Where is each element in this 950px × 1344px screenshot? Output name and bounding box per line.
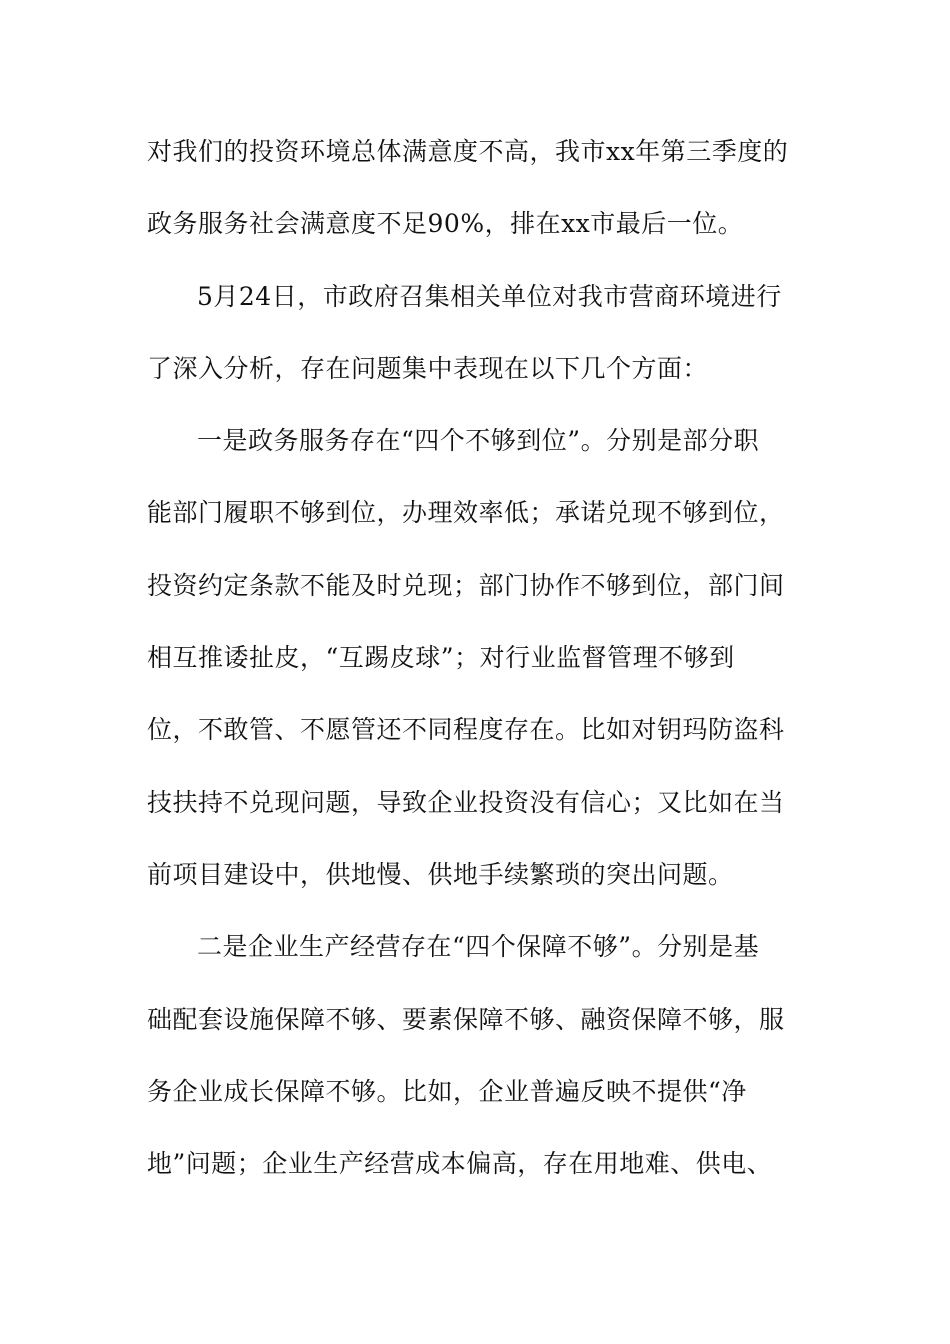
text-line: 投资约定条款不能及时兑现；部门协作不够到位，部门间	[147, 570, 785, 600]
text-line: 前项目建设中，供地慢、供地手续繁琐的突出问题。	[147, 859, 734, 889]
text-line: 对我们的投资环境总体满意度不高，我市xx年第三季度的	[147, 137, 789, 166]
text-line: 位，不敢管、不愿管还不同程度存在。比如对钥玛防盗科	[147, 715, 785, 745]
text-line: 技扶持不兑现问题，导致企业投资没有信心；又比如在当	[147, 787, 785, 817]
text-line: 相互推诿扯皮，“互踢皮球”；对行业监督管理不够到	[147, 643, 735, 673]
text-line: 础配套设施保障不够、要素保障不够、融资保障不够，服	[147, 1004, 785, 1034]
paragraph-start-line: 一是政务服务存在“四个不够到位”。分别是部分职	[197, 426, 760, 456]
text-line: 了深入分析，存在问题集中表现在以下几个方面：	[147, 353, 709, 383]
text-line: 能部门履职不够到位，办理效率低；承诺兑现不够到位，	[147, 498, 785, 528]
paragraph-start-line: 二是企业生产经营存在“四个保障不够”。分别是基	[197, 932, 760, 962]
text-line: 政务服务社会满意度不足90%，排在xx市最后一位。	[147, 209, 744, 239]
text-line: 务企业成长保障不够。比如，企业普遍反映不提供“净	[147, 1076, 747, 1106]
text-line: 地”问题；企业生产经营成本偏高，存在用地难、供电、	[147, 1149, 773, 1179]
document-body	[147, 128, 807, 1212]
paragraph-start-line: 5月24日，市政府召集相关单位对我市营商环境进行	[197, 281, 782, 311]
